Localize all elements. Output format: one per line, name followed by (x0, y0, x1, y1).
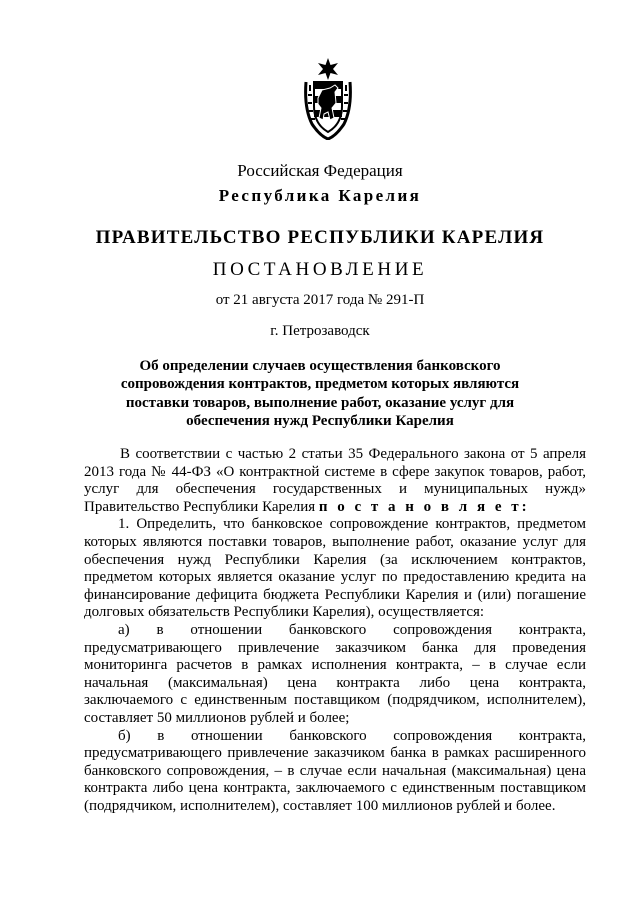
body-line: предусматривающего привлечение заказчиком банка для проведения (84, 639, 586, 656)
title-line: поставки товаров, выполнение работ, оказание услуг для (125, 394, 515, 411)
body-line: долговых обязательств Республики Карелия), осуществляется: (84, 604, 485, 621)
country-name: Российская Федерация (237, 161, 403, 180)
government-name: Правительство Республики Карелия (84, 498, 316, 515)
body-line: заключаемого с единственным поставщиком (подрядчиком, исполнителем), (84, 692, 586, 709)
government-title: ПРАВИТЕЛЬСТВО РЕСПУБЛИКИ КАРЕЛИЯ (95, 227, 545, 248)
republic-name: Республика Карелия (218, 186, 422, 205)
body-line: б) в отношении банковского сопровождения контракта, (118, 727, 586, 744)
body-line: а) в отношении банковского сопровождения контракта, (118, 621, 586, 638)
document-title (120, 357, 520, 430)
title-line: сопровождения контрактов, предметом которых являются (120, 376, 520, 393)
document-date-number: от 21 августа 2017 года № 291-П (215, 292, 425, 308)
body-line: (подрядчиком, исполнителем), составляет 100 миллионов рублей и более. (84, 797, 556, 814)
body-line: начальная (максимальная) цена контракта либо цена контракта, (84, 674, 586, 691)
body-line: которых являются поставки товаров, выполнение работ, оказание услуг для (84, 533, 586, 550)
body-line: предметом которых является оказание услуг по предоставлению кредита на (84, 569, 586, 586)
body-line: 2013 года № 44-ФЗ «О контрактной системе в сфере закупок товаров, работ, (84, 463, 586, 480)
karelia-coat-of-arms-icon (302, 58, 354, 140)
body-line: банковского сопровождения, – в случае если начальная (максимальная) цена (84, 762, 586, 779)
document-city: г. Петрозаводск (270, 323, 370, 339)
title-line: обеспечения нужд Республики Карелия (186, 412, 454, 429)
resolves-word: п о с т а н о в л я е т: (318, 498, 530, 515)
body-line: услуг для обеспечения государственных и муниципальных нужд» (84, 481, 586, 498)
body-line: предусматривающего привлечение заказчиком банка в рамках расширенного (84, 745, 586, 762)
body-line: обеспечения нужд Республики Карелия (за исключением контрактов, (84, 551, 586, 568)
body-line (84, 499, 586, 517)
body-line: 1. Определить, что банковское сопровождение контрактов, предметом (118, 516, 586, 533)
body-line: контракта либо цена контракта, заключаемого с единственным поставщиком (84, 780, 586, 797)
body-line: мониторинга расчетов в рамках исполнения контракта, – в случае если (84, 657, 586, 674)
body-line: составляет 50 миллионов рублей и более; (84, 709, 350, 726)
body-line: финансирование дефицита бюджета Республики Карелия и (или) погашение (84, 586, 586, 603)
document-type: ПОСТАНОВЛЕНИЕ (212, 259, 428, 280)
document-body (84, 446, 586, 815)
title-line: Об определении случаев осуществления банковского (139, 358, 501, 374)
body-line: В соответствии с частью 2 статьи 35 Федерального закона от 5 апреля (120, 446, 586, 462)
